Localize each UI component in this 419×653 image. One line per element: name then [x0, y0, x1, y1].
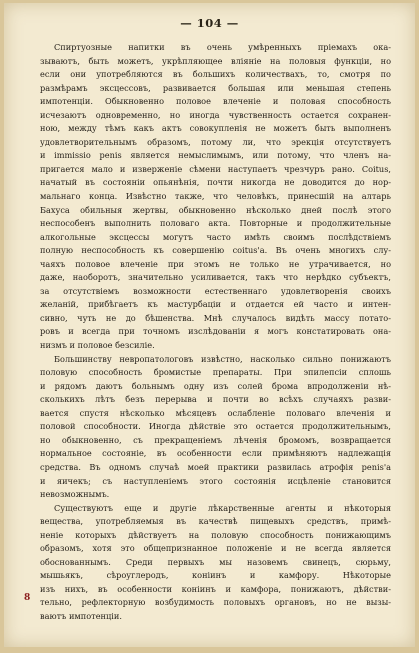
text-line: и яичекъ; съ наступленіемъ этого состоянія исцѣленіе становится: [40, 475, 391, 486]
text-line: половой способности. Иногда дѣйствіе это остается продолжительнымъ,: [40, 421, 391, 432]
text-line: невозможнымъ.: [40, 489, 110, 500]
document-page: [4, 3, 415, 647]
body-text: [40, 41, 391, 624]
text-line: средства. Въ одномъ случаѣ моей практики развилась атрофія penis'а: [40, 461, 391, 472]
text-line: полную неспособность къ совершенію coitus'а. Въ очень многихъ слу-: [40, 245, 391, 256]
text-line: низмъ и половое безсиліе.: [40, 340, 155, 351]
text-line: пригается мало и изверженіе сѣмени наступаетъ чрезчуръ рано. Coitus,: [40, 163, 391, 174]
text-line: алкогольные эксцессы могутъ часто имѣть своимъ послѣдствіемъ: [40, 231, 391, 242]
text-line: обоснованнымъ. Среди первыхъ мы назовемъ свинецъ, сюрьму,: [40, 556, 391, 567]
margin-mark: 8: [24, 593, 31, 603]
text-line: ровъ и всегда при точномъ изслѣдованіи я могъ констатировать она-: [40, 326, 391, 337]
text-line: ваютъ импотенціи.: [40, 610, 122, 621]
text-line: чаяхъ половое влеченіе при этомъ не только не утрачивается, но: [40, 258, 391, 269]
text-line: Существуютъ еще и другіе лѣкарственные агенты и нѣкоторыя: [54, 502, 391, 513]
text-line: мальнаго конца. Извѣстно также, что человѣкъ, принесшій на алтарь: [40, 191, 391, 202]
text-line: зываютъ, быть можетъ, укрѣпляющее вліяніе на половыя функціи, но: [40, 55, 391, 66]
text-line: импотенціи. Обыкновенно половое влеченіе и половая способность: [40, 96, 391, 107]
text-line: размѣрамъ эксцессовъ, развивается большая или меньшая степень: [40, 82, 391, 93]
text-line: неспособенъ выполнить половаго акта. Повторные и продолжительные: [40, 218, 391, 229]
text-line: ною, между тѣмъ какъ актъ совокупленія не можетъ быть выполненъ: [40, 123, 391, 134]
text-line: даже, наоборотъ, значительно усиливается, такъ что нерѣдко субъектъ,: [40, 272, 391, 283]
text-line: Спиртуозные напитки въ очень умѣренныхъ пріемахъ ока-: [54, 42, 391, 52]
text-line: неніе которыхъ дѣйствуетъ на половую способность понижающимъ: [40, 529, 391, 540]
text-line: но обыкновенно, съ прекращеніемъ лѣченія бромомъ, возвращается: [40, 434, 391, 445]
text-line: сколькихъ лѣтъ безъ перерыва и почти во всѣхъ случаяхъ разви-: [40, 394, 391, 405]
text-line: если они употребляются въ большихъ количествахъ, то, смотря по: [40, 69, 391, 80]
text-line: тельно, рефлекторную возбудимость половыхъ органовъ, но не вызы-: [40, 597, 391, 608]
text-line: изъ нихъ, въ особенности коніинъ и камфора, понижаютъ, дѣйстви-: [40, 583, 391, 594]
text-line: вается спустя нѣсколько мѣсяцевъ ослабленіе половаго влеченія и: [40, 407, 391, 418]
text-line: и immissio penis является немыслимымъ, или потому, что членъ на-: [40, 150, 391, 161]
text-line: начатый въ состояніи опьянѣнія, почти никогда не доводится до нор-: [40, 177, 391, 188]
text-line: и рядомъ даютъ больнымъ одну изъ солей брома впродолженіи нѣ-: [40, 380, 391, 391]
text-line: сивно, чуть не до бѣшенства. Мнѣ случалось видѣть массу потато-: [40, 312, 391, 323]
page-number: — 104 —: [180, 16, 239, 30]
text-line: образомъ, хотя это общепризнанное положеніе и не всегда является: [40, 543, 391, 554]
text-line: вещества, употребляемыя въ качествѣ пищевыхъ средствъ, примѣ-: [40, 516, 391, 527]
text-line: исчезаютъ одновременно, но иногда чувственность остается сохранен-: [40, 109, 391, 120]
text-line: нормальное состояніе, въ особенности если примѣняютъ надлежащія: [40, 448, 391, 459]
text-line: желаній, прибѣгаетъ къ мастурбаціи и отдается ей часто и интен-: [40, 299, 391, 310]
text-line: за отсутствіемъ возможности естественнаго удовлетворенія своихъ: [40, 285, 391, 296]
text-line: удовлетворительнымъ образомъ, потому ли, что эрекція отсутствуетъ: [40, 136, 391, 147]
text-line: половую способность бромистые препараты. При эпилепсіи сплошь: [40, 367, 391, 378]
text-line: Бахуса обильныя жертвы, обыкновенно нѣсколько дней послѣ этого: [40, 204, 391, 215]
text-line: мышьякъ, сѣроуглеродъ, коніинъ и камфору. Нѣкоторые: [40, 570, 391, 581]
text-line: Большинству невропатологовъ извѣстно, насколько сильно понижаютъ: [54, 353, 391, 364]
